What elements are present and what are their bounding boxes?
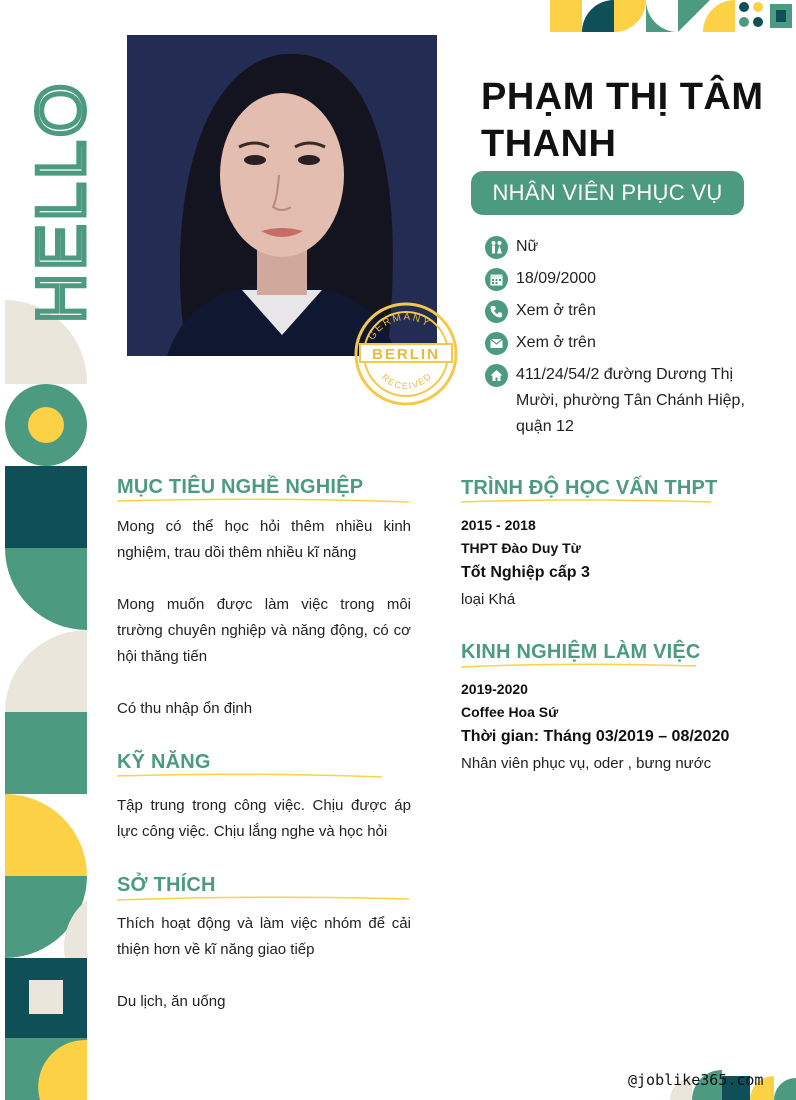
job-title-badge: NHÂN VIÊN PHỤC VỤ bbox=[471, 171, 744, 215]
berlin-stamp-icon bbox=[352, 300, 460, 408]
birthday-text: 18/09/2000 bbox=[516, 270, 597, 287]
gender-icon bbox=[485, 236, 508, 259]
objective-paragraph-2: Mong muốn được làm việc trong môi trường chuyên nghiệp và năng động, có cơ hội thăng tiến bbox=[117, 596, 411, 665]
calendar-icon bbox=[485, 268, 508, 291]
svg-text:GERMANY: GERMANY bbox=[366, 311, 433, 343]
education-degree: Tốt Nghiệp cấp 3 bbox=[461, 564, 590, 581]
education-period: 2015 - 2018 bbox=[461, 517, 536, 533]
objective-paragraph-1: Mong có thể học hỏi thêm nhiều kinh nghiệm, trau dồi thêm nhiều kĩ năng bbox=[117, 518, 411, 561]
svg-text:RECEIVED: RECEIVED bbox=[379, 370, 434, 391]
experience-underline bbox=[461, 662, 696, 670]
hello-vertical-text bbox=[8, 55, 99, 325]
objective-title: MỤC TIÊU NGHỀ NGHIỆP bbox=[117, 476, 364, 498]
info-phone bbox=[485, 300, 765, 324]
experience-title: KINH NGHIỆM LÀM VIỆC bbox=[461, 641, 701, 663]
education-school: THPT Đào Duy Từ bbox=[461, 540, 581, 556]
skills-title: KỸ NĂNG bbox=[117, 751, 211, 773]
email-text: Xem ở trên bbox=[516, 334, 596, 351]
hobbies-paragraph-1: Thích hoạt động và làm việc nhóm để cải thiện hơn về kĩ năng giao tiếp bbox=[117, 915, 411, 958]
svg-text:BERLIN: BERLIN bbox=[372, 346, 440, 363]
hobbies-underline bbox=[117, 895, 409, 903]
experience-description: Nhân viên phục vụ, oder , bưng nước bbox=[461, 755, 712, 772]
experience-period: 2019-2020 bbox=[461, 681, 528, 697]
candidate-name: PHẠM THỊ TÂM THANH bbox=[481, 76, 764, 165]
info-email bbox=[485, 332, 765, 356]
info-address bbox=[485, 364, 765, 440]
hobbies-paragraph-2: Du lịch, ăn uống bbox=[117, 993, 226, 1010]
objective-paragraph-3: Có thu nhập ổn định bbox=[117, 700, 253, 717]
gender-text: Nữ bbox=[516, 238, 539, 255]
experience-company: Coffee Hoa Sứ bbox=[461, 704, 559, 720]
info-gender bbox=[485, 236, 765, 260]
phone-icon bbox=[485, 300, 508, 323]
email-icon bbox=[485, 332, 508, 355]
phone-text: Xem ở trên bbox=[516, 302, 596, 319]
education-title: TRÌNH ĐỘ HỌC VẤN THPT bbox=[461, 477, 718, 499]
hobbies-title: SỞ THÍCH bbox=[117, 874, 216, 896]
education-underline bbox=[461, 498, 711, 506]
watermark-text: @joblike365.com bbox=[628, 1071, 764, 1089]
skills-underline bbox=[117, 772, 382, 780]
address-text: 411/24/54/2 đường Dương Thị Mười, phường Tân Chánh Hiệp, quận 12 bbox=[516, 366, 745, 435]
home-icon bbox=[485, 364, 508, 387]
top-decorative-band bbox=[548, 0, 796, 32]
svg-text:HELLO: HELLO bbox=[23, 80, 99, 323]
skills-paragraph: Tập trung trong công việc. Chịu được áp lực công việc. Chịu lắng nghe và học hỏi bbox=[117, 797, 411, 840]
info-birthday bbox=[485, 268, 765, 292]
education-grade: loại Khá bbox=[461, 591, 516, 608]
objective-underline bbox=[117, 497, 409, 505]
experience-duration: Thời gian: Tháng 03/2019 – 08/2020 bbox=[461, 728, 730, 745]
